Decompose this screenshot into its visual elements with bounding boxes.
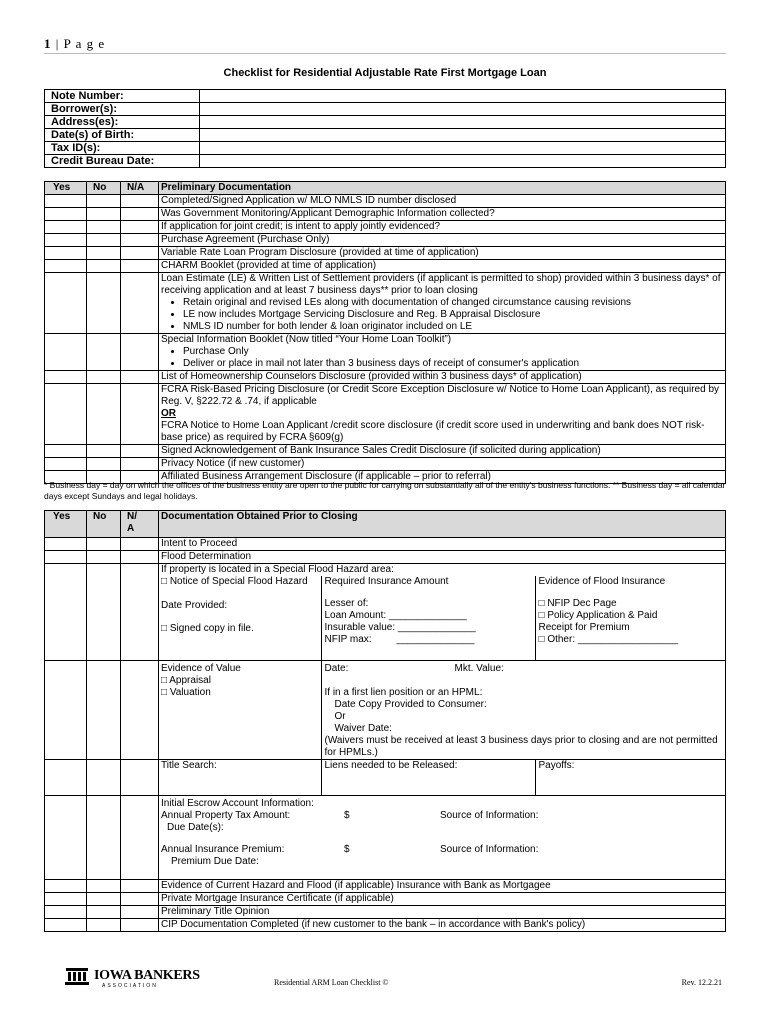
nfip-dec-checkbox[interactable]: □ NFIP Dec Page: [538, 598, 617, 609]
footer-doc-name: Residential ARM Loan Checklist ©: [274, 978, 389, 987]
row-title-search: [45, 760, 726, 796]
item-text-2: FCRA Notice to Home Loan Applicant /credit score disclosure (if credit score used in underwriting and bank does NOT risk-base price) as required by FCRA §609(g): [161, 420, 705, 443]
date-provided: Date Provided:: [161, 600, 228, 611]
item-text: Variable Rate Loan Program Disclosure (provided at time of application): [161, 247, 479, 258]
item-text: Was Government Monitoring/Applicant Demographic Information collected?: [161, 208, 495, 219]
bullet-item: • LE now includes Mortgage Servicing Disclosure and Reg. B Appraisal Disclosure: [183, 309, 723, 321]
checklist-item: [159, 371, 726, 384]
info-value-field[interactable]: [200, 116, 726, 129]
check-no[interactable]: [87, 247, 121, 260]
premium-due-date: Premium Due Date:: [171, 856, 259, 867]
check-yes[interactable]: [45, 551, 87, 564]
info-value-field[interactable]: [200, 103, 726, 116]
checklist-row: [45, 221, 726, 234]
tax-amount: Annual Property Tax Amount:: [161, 810, 291, 821]
loan-info-table: [44, 89, 726, 168]
copy-provided: Date Copy Provided to Consumer:: [334, 699, 487, 710]
checklist-row: [45, 445, 726, 458]
info-label: Note Number:: [45, 90, 200, 103]
checklist-item: [159, 384, 726, 445]
check-yes[interactable]: [45, 538, 87, 551]
col-na-header: N/A: [121, 182, 159, 195]
check-yes[interactable]: [45, 260, 87, 273]
check-no[interactable]: [87, 796, 121, 880]
item-text: CHARM Booklet (provided at time of application): [161, 260, 377, 271]
checklist-item: [159, 458, 726, 471]
check-no[interactable]: [87, 458, 121, 471]
tax-due-date: Due Date(s):: [167, 822, 224, 833]
bullet-item: • Purchase Only: [183, 346, 723, 358]
tax-dollar: $: [344, 810, 350, 821]
info-row: [45, 90, 726, 103]
info-value-field[interactable]: [200, 129, 726, 142]
bullet-item: • Retain original and revised LEs along with documentation of changed circumstance causing revisions: [183, 297, 723, 309]
item-sfha: If property is located in a Special Flood Hazard area:: [161, 564, 394, 575]
checklist-item: [159, 445, 726, 458]
check-yes[interactable]: [45, 661, 87, 760]
business-day-footnote: * Business day = day on which the offices of the business entity are open to the public for carrying on substantially all of the entity's business functions. ** Business day = all calendar days except Sundays and legal holidays.: [44, 480, 726, 501]
payoffs: Payoffs:: [538, 760, 575, 771]
page-footer: [44, 966, 726, 996]
info-row: [45, 155, 726, 168]
info-label: Tax ID(s):: [45, 142, 200, 155]
page-number-value: 1: [44, 36, 52, 51]
title-search: Title Search:: [159, 760, 321, 795]
item-flood-determination: Flood Determination: [159, 551, 726, 564]
escrow-initial: Initial Escrow Account Information:: [161, 798, 314, 809]
info-label: Credit Bureau Date:: [45, 155, 200, 168]
check-no[interactable]: [87, 208, 121, 221]
closing-item: Evidence of Current Hazard and Flood (if applicable) Insurance with Bank as Mortgagee: [159, 880, 726, 893]
check-yes[interactable]: [45, 445, 87, 458]
check-na[interactable]: [121, 384, 159, 445]
liens-released: Liens needed to be Released:: [321, 760, 535, 795]
closing-item: Private Mortgage Insurance Certificate (if applicable): [159, 893, 726, 906]
item-text: Affiliated Business Arrangement Disclosure (if applicable – prior to referral): [161, 471, 491, 482]
check-no[interactable]: [87, 260, 121, 273]
check-na[interactable]: [121, 564, 159, 661]
appraisal-checkbox[interactable]: □ Appraisal: [161, 675, 211, 686]
waiver-note: (Waivers must be received at least 3 business days prior to closing and are not permitted for HPMLs.): [324, 735, 718, 758]
checklist-item: [159, 273, 726, 334]
item-text: If application for joint credit; is intent to apply jointly evidenced?: [161, 221, 441, 232]
col-yes-header: Yes: [45, 182, 87, 195]
or-label: OR: [161, 408, 176, 419]
waiver-date: Waiver Date:: [334, 723, 392, 734]
header-rule: [44, 53, 726, 54]
row-escrow: [45, 796, 726, 880]
evidence-flood-ins: Evidence of Flood Insurance: [538, 576, 666, 587]
nfip-max: NFIP max: ______________: [324, 634, 475, 645]
value-date: Date:: [324, 663, 349, 674]
table2-header-row: [45, 511, 726, 538]
bullet-item: • NMLS ID number for both lender & loan originator included on LE: [183, 321, 723, 333]
check-yes[interactable]: [45, 760, 87, 796]
other-checkbox[interactable]: □ Other: __________________: [538, 634, 678, 645]
check-yes[interactable]: [45, 195, 87, 208]
checklist-row: [45, 334, 726, 371]
first-lien-hpml: If in a first lien position or an HPML:: [324, 687, 483, 698]
info-row: [45, 116, 726, 129]
policy-app-checkbox[interactable]: □ Policy Application & Paid Receipt for Premium: [538, 610, 658, 633]
info-row: [45, 142, 726, 155]
col-yes-header-2: Yes: [45, 511, 87, 538]
checklist-row: [45, 260, 726, 273]
check-yes[interactable]: [45, 893, 87, 906]
loan-amount: Loan Amount: ______________: [324, 610, 467, 621]
item-text: Signed Acknowledgement of Bank Insurance Sales Credit Disclosure (if solicited during application): [161, 445, 601, 456]
check-yes[interactable]: [45, 564, 87, 661]
check-na[interactable]: [121, 796, 159, 880]
flood-subtable: [159, 576, 725, 660]
col-item-header: Preliminary Documentation: [159, 182, 726, 195]
item-intent: Intent to Proceed: [159, 538, 726, 551]
logo-subtext: ASSOCIATION: [102, 983, 158, 989]
check-na[interactable]: [121, 260, 159, 273]
col-item-header-2: Documentation Obtained Prior to Closing: [159, 511, 726, 538]
check-no[interactable]: [87, 371, 121, 384]
checklist-row: [45, 195, 726, 208]
item-text: Special Information Booklet (Now titled “Your Home Loan Toolkit”): [161, 334, 452, 345]
check-yes[interactable]: [45, 273, 87, 334]
row-evidence-of-value: [45, 661, 726, 760]
req-insurance-amount: Required Insurance Amount: [324, 576, 449, 587]
check-no[interactable]: [87, 273, 121, 334]
closing-row: [45, 906, 726, 919]
check-yes[interactable]: [45, 234, 87, 247]
signed-copy-checkbox[interactable]: □ Signed copy in file.: [161, 623, 254, 634]
check-no[interactable]: [87, 538, 121, 551]
table1-header-row: [45, 182, 726, 195]
check-na[interactable]: [121, 445, 159, 458]
checklist-item: [159, 234, 726, 247]
page-number: [44, 36, 105, 52]
check-no[interactable]: [87, 384, 121, 445]
check-na[interactable]: [121, 208, 159, 221]
footer-revision: Rev. 12.2.21: [681, 978, 722, 987]
check-yes[interactable]: [45, 221, 87, 234]
checklist-row: [45, 247, 726, 260]
check-no[interactable]: [87, 906, 121, 919]
item-bullets: [161, 346, 723, 370]
check-na[interactable]: [121, 880, 159, 893]
check-yes[interactable]: [45, 796, 87, 880]
check-yes[interactable]: [45, 919, 87, 932]
check-no[interactable]: [87, 880, 121, 893]
valuation-checkbox[interactable]: □ Valuation: [161, 687, 211, 698]
logo-text: IOWA BANKERS: [94, 968, 200, 983]
checklist-item: [159, 195, 726, 208]
page-sep: |: [51, 36, 64, 51]
checklist-row: [45, 208, 726, 221]
checklist-item: [159, 208, 726, 221]
checklist-item: [159, 260, 726, 273]
row-flood-hazard: [45, 564, 726, 661]
bank-building-icon: [64, 966, 90, 986]
col-na-header-2: N/ A: [121, 511, 159, 538]
check-yes[interactable]: [45, 384, 87, 445]
check-no[interactable]: [87, 661, 121, 760]
info-value-field[interactable]: [200, 155, 726, 168]
evidence-of-value: Evidence of Value: [161, 663, 241, 674]
info-value-field[interactable]: [200, 90, 726, 103]
check-no[interactable]: [87, 893, 121, 906]
notice-flood-checkbox[interactable]: □ Notice of Special Flood Hazard: [161, 576, 308, 587]
closing-row: [45, 919, 726, 932]
check-na[interactable]: [121, 538, 159, 551]
item-text: Purchase Agreement (Purchase Only): [161, 234, 330, 245]
check-no[interactable]: [87, 221, 121, 234]
checklist-row: [45, 458, 726, 471]
check-na[interactable]: [121, 661, 159, 760]
check-no[interactable]: [87, 234, 121, 247]
check-no[interactable]: [87, 195, 121, 208]
check-na[interactable]: [121, 551, 159, 564]
col-no-header: No: [87, 182, 121, 195]
info-label: Date(s) of Birth:: [45, 129, 200, 142]
check-yes[interactable]: [45, 334, 87, 371]
item-text: Loan Estimate (LE) & Written List of Settlement providers (if applicant is permitted to shop) provided within 3 business days* of receiving application and at least 7 business days** prior to loan closing: [161, 273, 721, 296]
preliminary-documentation-table: [44, 181, 726, 484]
checklist-row: [45, 234, 726, 247]
checklist-row: [45, 384, 726, 445]
ins-premium: Annual Insurance Premium:: [161, 844, 285, 855]
check-no[interactable]: [87, 919, 121, 932]
check-na[interactable]: [121, 760, 159, 796]
item-text: List of Homeownership Counselors Disclosure (provided within 3 business days* of application): [161, 371, 582, 382]
check-na[interactable]: [121, 458, 159, 471]
col-no-header-2: No: [87, 511, 121, 538]
row-flood-determination: [45, 551, 726, 564]
check-yes[interactable]: [45, 906, 87, 919]
check-na[interactable]: [121, 195, 159, 208]
checklist-row: [45, 371, 726, 384]
check-no[interactable]: [87, 445, 121, 458]
insurable-value: Insurable value: ______________: [324, 622, 476, 633]
item-text: Completed/Signed Application w/ MLO NMLS ID number disclosed: [161, 195, 457, 206]
check-yes[interactable]: [45, 371, 87, 384]
check-no[interactable]: [87, 551, 121, 564]
page-label: P a g e: [63, 36, 106, 51]
closing-documentation-table: [44, 510, 726, 932]
info-label: Address(es):: [45, 116, 200, 129]
tax-source: Source of Information:: [440, 810, 539, 821]
closing-item: CIP Documentation Completed (if new customer to the bank – in accordance with Bank's policy): [159, 919, 726, 932]
bullet-item: • Deliver or place in mail not later than 3 business days of receipt of consumer's application: [183, 358, 723, 370]
row-intent: [45, 538, 726, 551]
closing-item: Preliminary Title Opinion: [159, 906, 726, 919]
check-na[interactable]: [121, 273, 159, 334]
check-no[interactable]: [87, 564, 121, 661]
check-na[interactable]: [121, 893, 159, 906]
checklist-item: [159, 221, 726, 234]
item-text: Privacy Notice (if new customer): [161, 458, 305, 469]
check-yes[interactable]: [45, 247, 87, 260]
checklist-item: [159, 334, 726, 371]
closing-row: [45, 893, 726, 906]
info-row: [45, 129, 726, 142]
ins-source: Source of Information:: [440, 844, 539, 855]
check-na[interactable]: [121, 234, 159, 247]
document-title: Checklist for Residential Adjustable Rate First Mortgage Loan: [223, 67, 547, 79]
check-no[interactable]: [87, 760, 121, 796]
lesser-of: Lesser of:: [324, 598, 369, 609]
closing-row: [45, 880, 726, 893]
item-bullets: [161, 297, 723, 333]
info-row: [45, 103, 726, 116]
info-value-field[interactable]: [200, 142, 726, 155]
checklist-row: [45, 273, 726, 334]
flood-hazard-cell: [159, 564, 726, 661]
check-yes[interactable]: [45, 458, 87, 471]
check-na[interactable]: [121, 334, 159, 371]
info-label: Borrower(s):: [45, 103, 200, 116]
check-na[interactable]: [121, 221, 159, 234]
ins-dollar: $: [344, 844, 350, 855]
check-no[interactable]: [87, 334, 121, 371]
value-or: Or: [334, 711, 346, 722]
check-na[interactable]: [121, 906, 159, 919]
check-yes[interactable]: [45, 880, 87, 893]
check-na[interactable]: [121, 371, 159, 384]
check-na[interactable]: [121, 919, 159, 932]
check-yes[interactable]: [45, 208, 87, 221]
item-text: FCRA Risk-Based Pricing Disclosure (or Credit Score Exception Disclosure w/ Notice to Home Loan Applicant), as required by Reg. V, §222.72 & .74, if applicable: [161, 384, 720, 407]
check-na[interactable]: [121, 247, 159, 260]
checklist-item: [159, 247, 726, 260]
mkt-value: Mkt. Value:: [454, 663, 504, 674]
